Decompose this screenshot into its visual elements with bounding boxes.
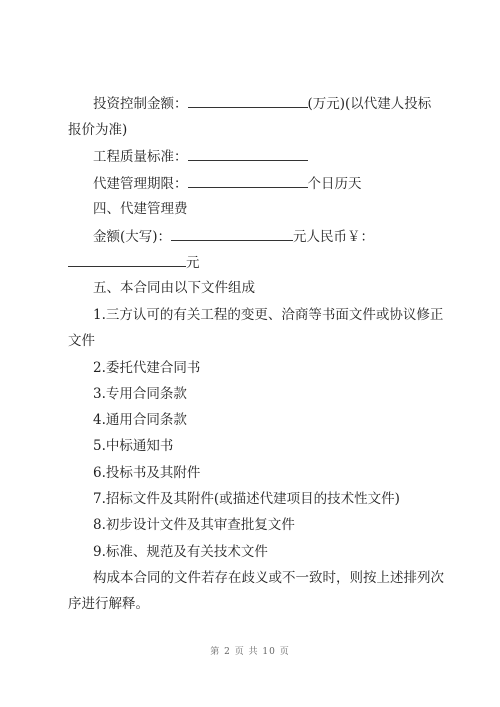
item9-text: 9.标准、规范及有关技术文件	[93, 544, 268, 560]
section5-heading	[93, 279, 255, 297]
period-line	[93, 174, 362, 193]
amount-cont-line	[68, 253, 200, 272]
investment-cont-line	[68, 121, 127, 139]
investment-unit: (万元)(以代建人投标	[307, 96, 432, 112]
closing-paragraph-cont	[68, 595, 149, 613]
list-item	[93, 306, 443, 324]
page-number: 第 2 页 共 10 页	[210, 647, 290, 657]
item2-text: 2.委托代建合同书	[93, 360, 201, 376]
list-item	[93, 464, 200, 482]
item7-text: 7.招标文件及其附件(或描述代建项目的技术性文件)	[93, 491, 400, 507]
amount-words-blank[interactable]	[171, 227, 293, 241]
closing-text: 构成本合同的文件若存在歧义或不一致时，则按上述排列次	[93, 570, 444, 586]
item4-text: 4.通用合同条款	[93, 412, 187, 428]
item5-text: 5.中标通知书	[93, 438, 174, 454]
item6-text: 6.投标书及其附件	[93, 465, 201, 481]
list-item	[93, 543, 268, 561]
amount-number-blank[interactable]	[68, 253, 186, 267]
closing-paragraph	[93, 569, 444, 587]
investment-line	[93, 94, 431, 113]
list-item	[93, 411, 187, 429]
quality-label: 工程质量标准：	[93, 149, 188, 165]
list-item	[93, 359, 200, 377]
item1-cont-text: 文件	[68, 333, 95, 349]
amount-rmb-label: 元人民币￥：	[293, 229, 375, 245]
quality-blank[interactable]	[188, 147, 308, 161]
period-unit: 个日历天	[307, 176, 362, 192]
amount-label: 金额(大写)：	[93, 229, 172, 245]
list-item-cont	[68, 332, 95, 350]
list-item	[93, 516, 295, 534]
item3-text: 3.专用合同条款	[93, 386, 187, 402]
period-blank[interactable]	[188, 174, 308, 188]
list-item	[93, 490, 400, 508]
section4-text: 四、代建管理费	[93, 201, 188, 217]
investment-blank[interactable]	[188, 94, 308, 108]
amount-yuan-label: 元	[186, 255, 200, 271]
list-item	[93, 385, 187, 403]
item1-text: 1.三方认可的有关工程的变更、洽商等书面文件或协议修正	[93, 307, 444, 323]
investment-label: 投资控制金额：	[93, 96, 188, 112]
quality-line	[93, 147, 308, 166]
item8-text: 8.初步设计文件及其审查批复文件	[93, 517, 295, 533]
section5-text: 五、本合同由以下文件组成	[93, 280, 255, 296]
page-footer	[0, 644, 500, 657]
list-item	[93, 437, 173, 455]
closing-cont-text: 序进行解释。	[68, 596, 149, 612]
investment-cont-text: 报价为准)	[68, 122, 128, 138]
period-label: 代建管理期限：	[93, 176, 188, 192]
section4-heading	[93, 200, 188, 218]
amount-line	[93, 227, 374, 246]
